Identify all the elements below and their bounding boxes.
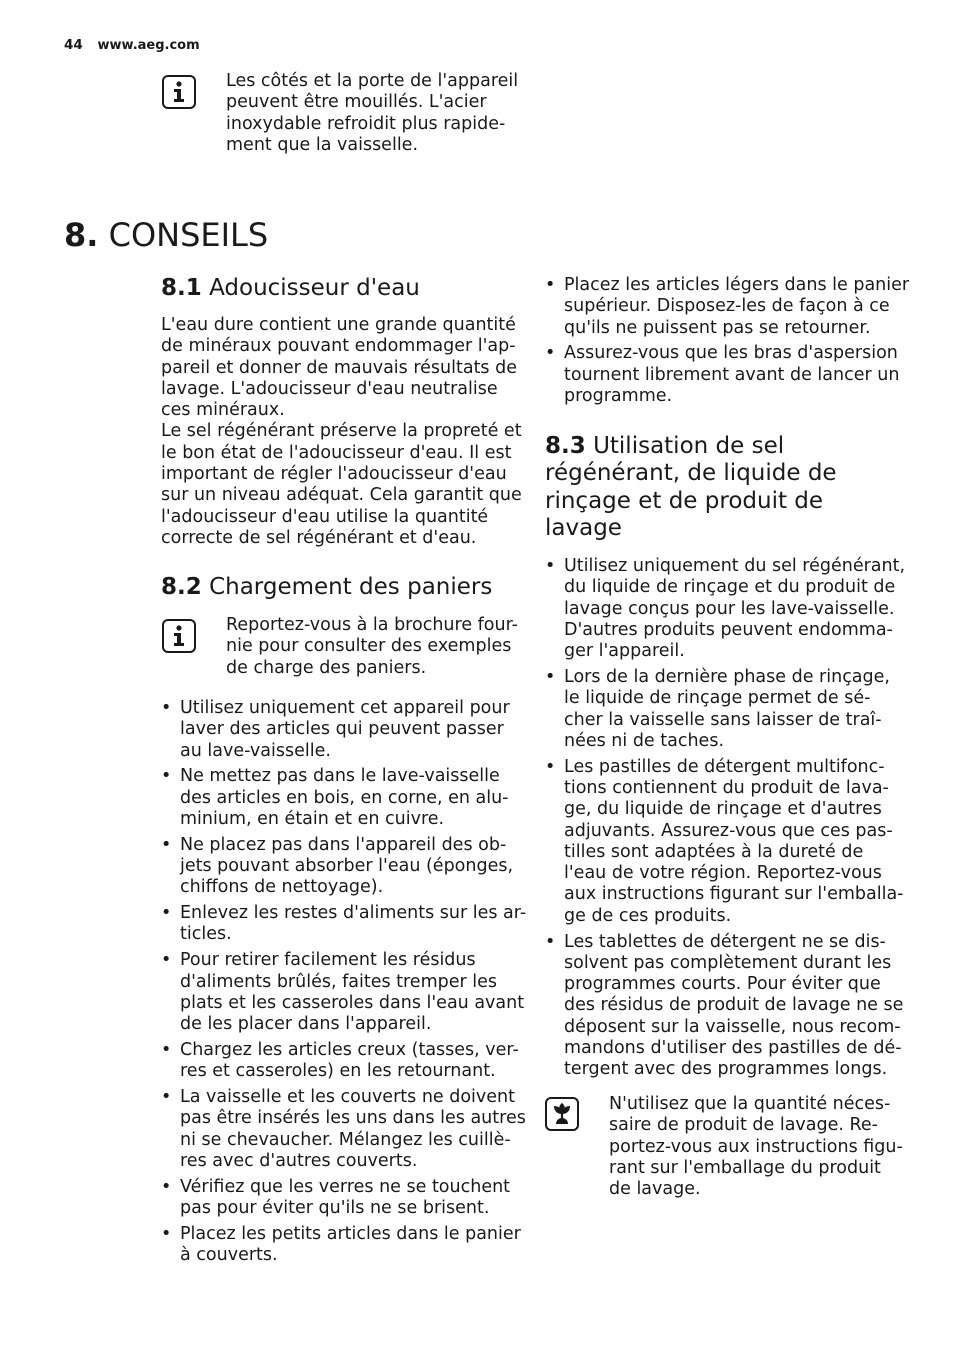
info-icon <box>162 619 196 653</box>
list-item: • Placez les articles légers dans le panier supérieur. Disposez-les de façon à ce qu'ils ne puissent pas se retourner. <box>545 275 910 338</box>
list-item: • Les tablettes de détergent ne se dis- solvent pas complètement durant les programmes courts. Pour éviter que des résidus de produit de lavage ne se déposent sur la vaisselle, nous recom- mandons d'utiliser des pastilles de dé- tergent avec des programmes longs. <box>545 931 904 1080</box>
chapter-heading <box>64 216 268 254</box>
note-line: nie pour consulter des exemples <box>226 636 512 657</box>
list-item: • Utilisez uniquement cet appareil pour laver des articles qui peuvent passer au lave-vaisselle. <box>161 698 510 761</box>
note-line: ment que la vaisselle. <box>226 134 419 155</box>
list-item: • Placez les petits articles dans le panier à couverts. <box>161 1223 521 1266</box>
section-8-2-heading <box>161 574 492 601</box>
note-line: peuvent être mouillés. L'acier <box>226 92 487 113</box>
body-line: lavage. L'adoucisseur d'eau neutralise <box>161 378 498 399</box>
section-8-1-body <box>161 315 522 549</box>
body-line: pareil et donner de mauvais résultats de <box>161 357 517 378</box>
section-8-1-heading <box>161 275 420 302</box>
note-line: de lavage. <box>609 1179 701 1200</box>
section-title-line: lavage <box>545 514 622 541</box>
list-item: • Pour retirer facilement les résidus d'aliments brûlés, faites tremper les plats et les casseroles dans l'eau avant de les placer dans l'appareil. <box>161 950 525 1035</box>
site-url: www.aeg.com <box>97 38 200 53</box>
note-line: Reportez-vous à la brochure four- <box>226 615 518 635</box>
page-header <box>64 37 200 53</box>
list-item: • Vérifiez que les verres ne se touchent pas pour éviter qu'ils ne se brisent. <box>161 1176 511 1219</box>
list-item: • Ne placez pas dans l'appareil des ob- jets pouvant absorber l'eau (éponges, chiffons de nettoyage). <box>161 834 514 898</box>
list-item: • Ne mettez pas dans le lave-vaisselle des articles en bois, en corne, en alu- minium, en étain et en cuivre. <box>161 766 509 829</box>
section-8-2-info-note <box>226 615 518 679</box>
body-line: Le sel régénérant préserve la propreté et <box>161 421 522 442</box>
section-title-line: rinçage et de produit de <box>545 487 824 514</box>
section-number: 8.2 <box>161 574 202 600</box>
note-line: rant sur l'emballage du produit <box>609 1157 881 1178</box>
section-title: Chargement des paniers <box>209 574 493 600</box>
body-line: L'eau dure contient une grande quantité <box>161 315 516 335</box>
body-line: correcte de sel régénérant et d'eau. <box>161 527 477 548</box>
top-info-note <box>226 71 518 156</box>
list-item: • Assurez-vous que les bras d'aspersion tournent librement avant de lancer un programme. <box>545 343 900 406</box>
note-line: N'utilisez que la quantité néces- <box>609 1094 891 1114</box>
body-line: le bon état de l'adoucisseur d'eau. Il est <box>161 442 512 463</box>
section-8-3-heading <box>545 433 837 542</box>
list-item: • Chargez les articles creux (tasses, ver- res et casseroles) en les retournant. <box>161 1039 519 1082</box>
body-line: sur un niveau adéquat. Cela garantit que <box>161 485 522 506</box>
section-8-2-bullet-list <box>161 698 526 1271</box>
environment-icon <box>545 1097 579 1131</box>
body-line: important de régler l'adoucisseur d'eau <box>161 464 507 485</box>
info-icon <box>162 75 196 109</box>
environment-note <box>609 1094 903 1200</box>
section-title-line: Utilisation de sel <box>593 433 785 459</box>
list-item: • Les pastilles de détergent multifonc- tions contiennent du produit de lava- ge, du liquide de rinçage et d'autres adjuvants. Assurez-vous que ces pas- tilles sont adaptées à la dureté de l'eau de votre région. Reportez-vous aux instructions figurant sur l'emballa- ge de ces produits. <box>545 756 904 926</box>
page-number: 44 <box>64 37 83 53</box>
body-line: de minéraux pouvant endommager l'ap- <box>161 336 516 357</box>
note-line: inoxydable refroidit plus rapide- <box>226 113 506 134</box>
chapter-title: CONSEILS <box>108 216 269 254</box>
body-line: ces minéraux. <box>161 400 285 421</box>
section-title: Adoucisseur d'eau <box>209 275 420 301</box>
section-title-line: régénérant, de liquide de <box>545 460 837 487</box>
list-item: • Utilisez uniquement du sel régénérant, du liquide de rinçage et du produit de lavage conçus pour les lave-vaisselle. D'autres produits peuvent endomma- ger l'appareil. <box>545 556 906 662</box>
section-number: 8.3 <box>545 433 586 459</box>
section-number: 8.1 <box>161 275 202 301</box>
note-line: portez-vous aux instructions figu- <box>609 1136 903 1157</box>
note-line: saire de produit de lavage. Re- <box>609 1115 878 1136</box>
chapter-number: 8. <box>64 216 99 254</box>
list-item: • Lors de la dernière phase de rinçage, le liquide de rinçage permet de sé- cher la vaisselle sans laisser de traî- nées ni de taches. <box>545 666 890 751</box>
body-line: l'adoucisseur d'eau utilise la quantité <box>161 506 489 527</box>
section-8-3-bullet-list <box>545 556 905 1085</box>
section-8-2-continued-list <box>545 275 909 412</box>
note-line: de charge des paniers. <box>226 657 427 678</box>
list-item: • La vaisselle et les couverts ne doivent pas être insérés les uns dans les autres ni se chevaucher. Mélangez les cuillè- res avec d'autres couverts. <box>161 1087 526 1171</box>
list-item: • Enlevez les restes d'aliments sur les ar- ticles. <box>161 903 527 945</box>
note-line: Les côtés et la porte de l'appareil <box>226 71 519 91</box>
